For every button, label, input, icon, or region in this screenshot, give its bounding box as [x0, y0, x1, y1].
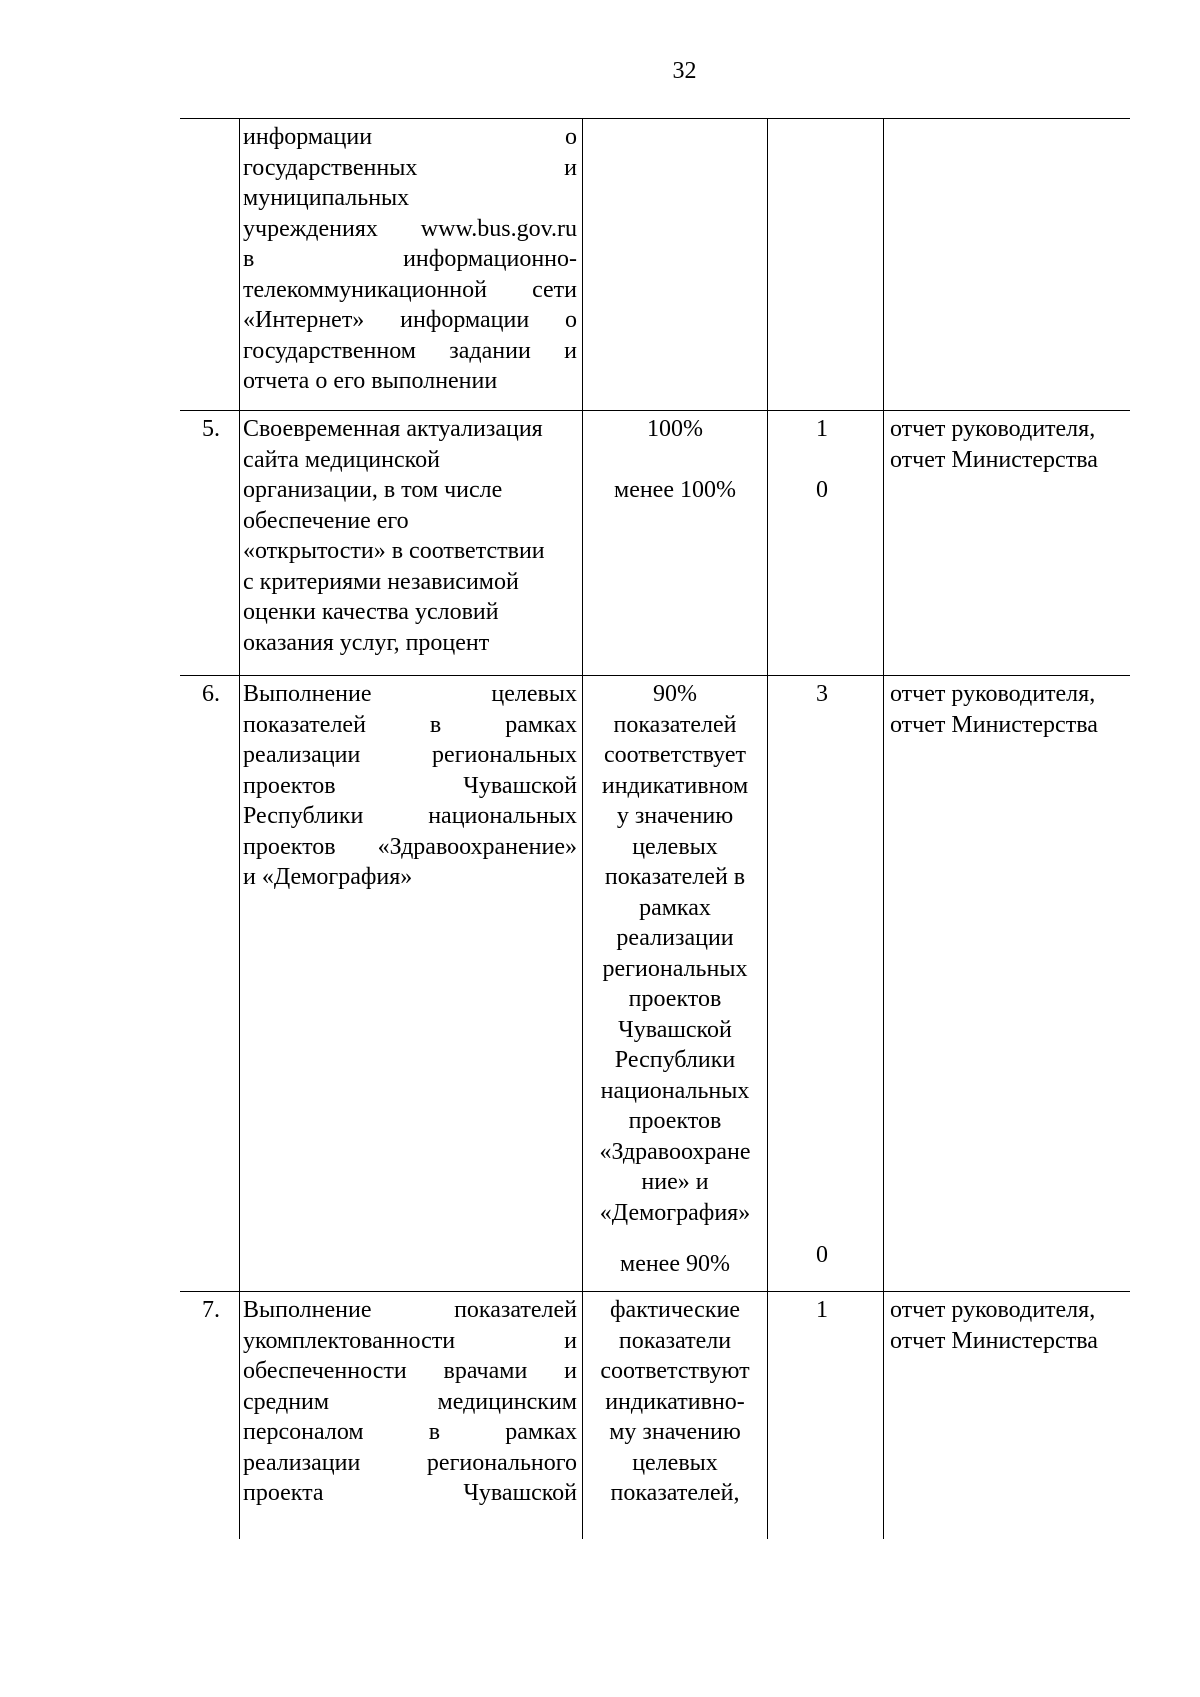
score-cell: [767, 414, 877, 506]
criterion-line: показателей,: [610, 1480, 740, 1506]
indicator-line: телекоммуникационной сети: [243, 276, 577, 303]
spacer: [767, 710, 877, 1240]
indicator-line: государственном задании и: [243, 337, 577, 364]
criterion-line: Чувашской: [618, 1016, 732, 1043]
criterion-cell: [586, 679, 764, 1280]
indicator-line: учреждениях www.bus.gov.ru: [243, 215, 577, 242]
row-divider: [180, 675, 1130, 676]
criterion-line: региональных: [602, 955, 748, 982]
indicator-line: Республики национальных: [243, 803, 577, 829]
score-cell: [767, 679, 877, 1270]
spacer: [767, 445, 877, 476]
indicator-name-cell: [243, 122, 577, 397]
criterion-line: фактические: [609, 1297, 740, 1323]
indicator-line: оказания услуг, процент: [243, 629, 490, 656]
criterion-line: соответствует: [604, 742, 746, 768]
source-line: отчет Министерства: [890, 711, 1098, 738]
source-cell: [890, 679, 1128, 740]
indicator-line: проекта Чувашской: [243, 1480, 577, 1506]
indicator-line: отчета о его выполнении: [243, 368, 498, 394]
source-line: отчет руководителя,: [890, 681, 1096, 707]
indicator-line: муниципальных: [243, 185, 410, 211]
page-number: 32: [672, 58, 697, 84]
source-cell: [890, 1295, 1128, 1356]
criterion-line: индикативно-: [605, 1388, 745, 1415]
criterion-cell: [586, 414, 764, 506]
indicator-line: сайта медицинской: [243, 446, 440, 473]
indicator-line: оценки качества условий: [243, 599, 499, 625]
criterion-line: ние» и: [641, 1169, 709, 1195]
criterion-line: проектов: [628, 986, 722, 1012]
indicator-line: реализации региональных: [243, 742, 577, 768]
indicator-line: и «Демография»: [243, 864, 413, 890]
indicator-line: информации о: [243, 124, 577, 150]
criterion-line: проектов: [628, 1108, 722, 1134]
indicator-line: Выполнение показателей: [243, 1297, 577, 1323]
indicator-name-cell: [243, 1295, 577, 1509]
indicator-line: проектов «Здравоохранение»: [243, 833, 577, 860]
criterion-line: 90%: [653, 681, 697, 707]
criterion-value: менее 100%: [614, 477, 736, 503]
indicator-line: Выполнение целевых: [243, 681, 577, 707]
criterion-line: национальных: [600, 1077, 750, 1104]
spacer: [586, 1228, 764, 1249]
indicator-line: Своевременная актуализация: [243, 416, 543, 442]
source-line: отчет Министерства: [890, 446, 1098, 473]
criterion-line: показателей: [613, 711, 737, 738]
criterion-line: «Здравоохране: [599, 1138, 751, 1165]
row-number: 7.: [202, 1297, 220, 1323]
indicator-name-cell: [243, 679, 577, 893]
column-divider: [582, 119, 583, 1539]
indicator-line: проектов Чувашской: [243, 772, 577, 799]
indicator-line: государственных и: [243, 154, 577, 181]
source-cell: [890, 414, 1128, 475]
indicator-line: персоналом в рамках: [243, 1419, 577, 1445]
criterion-line: соответствуют: [600, 1358, 750, 1384]
criterion-line: целевых: [632, 833, 718, 860]
criterion-line: реализации: [616, 925, 734, 951]
score-value: 1: [816, 416, 828, 442]
row-divider: [180, 410, 1130, 411]
score-value: 0: [816, 477, 828, 503]
criterion-line: рамках: [639, 894, 711, 921]
source-line: отчет руководителя,: [890, 1297, 1096, 1323]
indicator-line: «Интернет» информации о: [243, 307, 577, 333]
criterion-value: 100%: [647, 416, 703, 442]
score-value: 3: [816, 681, 828, 707]
criterion-line: му значению: [609, 1419, 741, 1445]
score-value: 0: [816, 1241, 828, 1268]
criterion-line: показатели: [618, 1327, 732, 1354]
indicator-line: реализации регионального: [243, 1449, 577, 1476]
row-number: 6.: [202, 681, 220, 707]
indicator-line: средним медицинским: [243, 1388, 577, 1415]
evaluation-criteria-table: [180, 118, 1130, 1539]
criterion-value: менее 90%: [620, 1251, 730, 1277]
indicator-line: с критериями независимой: [243, 568, 519, 595]
criterion-cell: [586, 1295, 764, 1509]
score-value: 1: [816, 1297, 828, 1323]
indicator-line: укомплектованности и: [243, 1327, 577, 1354]
indicator-line: в информационно-: [243, 246, 577, 272]
criterion-line: индикативном: [601, 772, 749, 799]
criterion-line: «Демография»: [599, 1199, 751, 1226]
spacer: [586, 445, 764, 476]
indicator-line: организации, в том числе: [243, 477, 503, 503]
column-divider: [239, 119, 240, 1539]
indicator-line: обеспечение его: [243, 507, 409, 534]
column-divider: [883, 119, 884, 1539]
source-line: отчет Министерства: [890, 1327, 1098, 1354]
criterion-line: Республики: [614, 1047, 736, 1073]
indicator-line: «открытости» в соответствии: [243, 538, 545, 564]
indicator-line: показателей в рамках: [243, 711, 577, 738]
criterion-line: у значению: [616, 803, 734, 829]
criterion-line: показателей в: [604, 864, 746, 890]
indicator-name-cell: [243, 414, 577, 658]
criterion-line: целевых: [632, 1449, 718, 1476]
source-line: отчет руководителя,: [890, 416, 1096, 442]
row-number: 5.: [202, 416, 220, 442]
row-divider: [180, 1291, 1130, 1292]
score-cell: [767, 1295, 877, 1326]
indicator-line: обеспеченности врачами и: [243, 1358, 577, 1384]
